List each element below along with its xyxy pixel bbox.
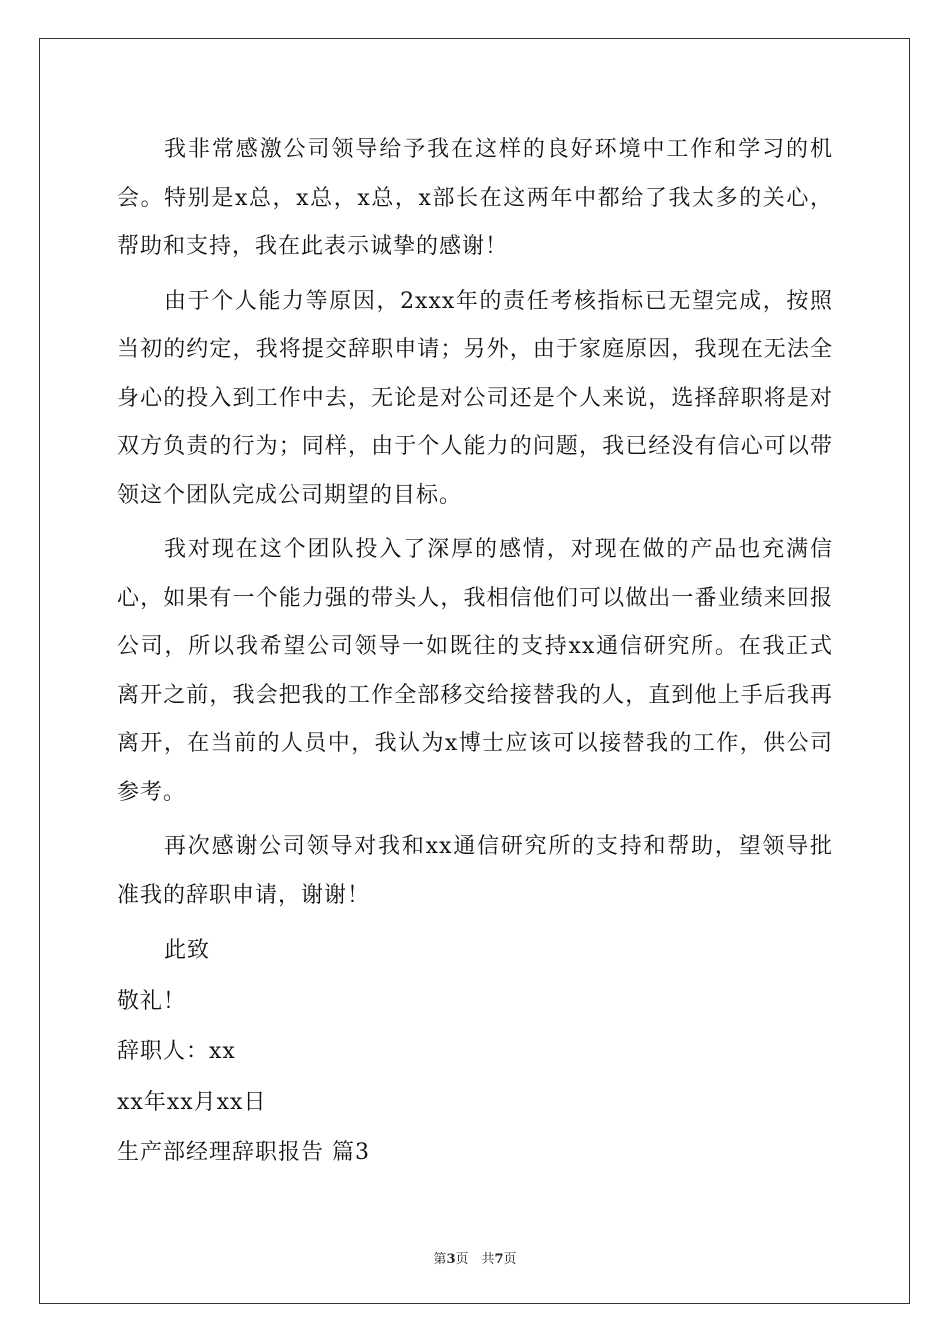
document-body (117, 126, 833, 1179)
signer: 辞职人：xx (117, 1039, 236, 1064)
next-section-title: 生产部经理辞职报告 篇3 (117, 1140, 370, 1165)
footer-prefix: 第 (433, 1252, 447, 1267)
paragraph-handover: 我对现在这个团队投入了深厚的感情，对现在做的产品也充满信心，如果有一个能力强的带头人，我相信他们可以做出一番业绩来回报公司，所以我希望公司领导一如既往的支持xx通信研究所。在我正式离开之前，我会把我的工作全部移交给接替我的人，直到他上手后我再离开，在当前的人员中，我认为x博士应该可以接替我的工作，供公司参考。 (117, 537, 833, 805)
salute: 敬礼！ (117, 988, 187, 1014)
footer-total-pages: 7 (494, 1252, 504, 1267)
date: xx年xx月xx日 (117, 1089, 267, 1115)
page-footer (0, 1248, 950, 1267)
paragraph-reasons: 由于个人能力等原因，2xxx年的责任考核指标已无望完成，按照当初的约定，我将提交辞职申请；另外，由于家庭原因，我现在无法全身心的投入到工作中去，无论是对公司还是个人来说，选择辞职将是对双方负责的行为；同样，由于个人能力的问题，我已经没有信心可以带领这个团队完成公司期望的目标。 (117, 288, 833, 508)
paragraph-thanks: 我非常感激公司领导给予我在这样的良好环境中工作和学习的机会。特别是x总，x总，x总，x部长在这两年中都给了我太多的关心，帮助和支持，我在此表示诚挚的感谢！ (117, 137, 833, 259)
footer-mid: 页 共 (455, 1252, 495, 1267)
footer-page-number: 3 (446, 1252, 456, 1267)
closing-phrase: 此致 (164, 938, 211, 963)
paragraph-closing-thanks: 再次感谢公司领导对我和xx通信研究所的支持和帮助，望领导批准我的辞职申请，谢谢！ (117, 834, 833, 908)
footer-suffix: 页 (503, 1252, 517, 1267)
